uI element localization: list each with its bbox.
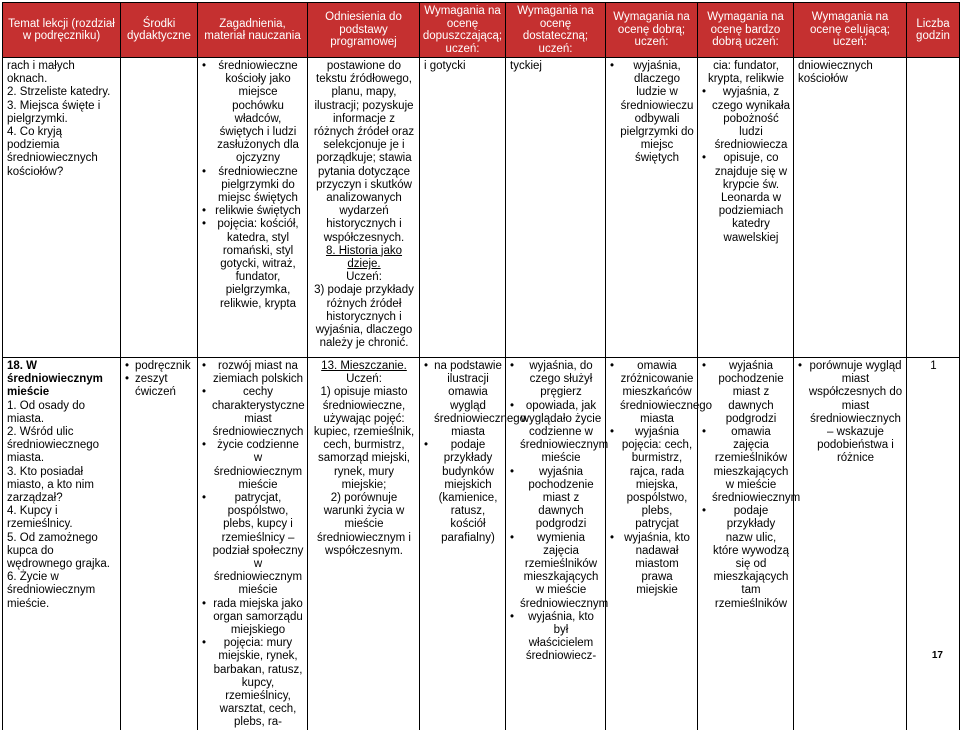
header-temat: Temat lekcji (rozdział w podręczniku) <box>3 3 121 58</box>
temat-line: 3. Miejsca święte i pielgrzymki. <box>7 99 101 125</box>
header-godziny: Liczba godzin <box>907 3 960 58</box>
list-item: • omawia zróżnicowanie mieszkańców średniowiecznego miasta <box>610 360 694 426</box>
odniesienia-item: 3) podaje przykłady różnych źródeł historycznych i wyjaśnia, dlaczego należy je chronić. <box>314 284 414 350</box>
odniesienia-item: 1) opisuje miasto średniowieczne, używając pojęć: kupiec, rzemieślnik, cech, burmistrz, samorząd miejski, rynek, mury miejskie; <box>313 386 415 491</box>
list-item: • wyjaśnia, do czego służył pręgierz <box>510 360 602 400</box>
cell-temat <box>3 358 121 730</box>
list-item: • wymienia zajęcia rzemieślników mieszkających w mieście średniowiecznym <box>510 532 602 611</box>
odniesienia-uczen: Uczeń: <box>346 271 382 284</box>
temat-line: 6. Życie w średniowiecznym mieście. <box>7 571 96 610</box>
lesson-title: 18. W średniowiecznym mieście <box>7 360 103 399</box>
celujaca-text: dniowiecznych kościołów <box>798 60 873 86</box>
cell-dostateczna <box>506 358 609 730</box>
header-dobra: Wymagania na ocenę dobrą; uczeń: <box>606 3 698 58</box>
list-item: • opisuje, co znajduje się w krypcie św. Leonarda w podziemiach katedry wawelskiej <box>702 152 790 244</box>
temat-line: 3. Kto posiadał miasto, a kto nim zarządzał? <box>7 465 94 505</box>
dopuszczajaca-text: i gotycki <box>424 60 466 72</box>
cell-bardzo-dobra <box>698 58 794 358</box>
cell-dobra <box>606 58 698 358</box>
temat-line: 2. Wśród ulic średniowiecznego miasta. <box>7 426 100 465</box>
header-bardzo-dobra: Wymagania na ocenę bardzo dobrą uczeń: <box>698 3 794 58</box>
list-item: • wyjaśnia pojęcia: cech, burmistrz, rajca, rada miejska, pospólstwo, plebs, patrycjat <box>610 426 694 532</box>
list-item: • pojęcia: mury miejskie, rynek, barbakan, ratusz, kupcy, rzemieślnicy, warsztat, cech, plebs, ra- <box>202 637 304 729</box>
odniesienia-heading: 8. Historia jako dzieje. <box>325 244 403 271</box>
list-item: • wyjaśnia pochodzenie miast z dawnych podgrodzi <box>510 466 602 532</box>
cell-srodki <box>121 58 198 358</box>
cell-zagadnienia <box>198 358 308 730</box>
cell-odniesienia <box>308 58 420 358</box>
list-item: • opowiada, jak wyglądało życie codzienne w średniowiecznym mieście <box>510 400 602 466</box>
cell-odniesienia <box>308 358 420 730</box>
cell-bardzo-dobra <box>698 358 801 730</box>
odniesienia-uczen: Uczeń: <box>346 373 382 386</box>
table-row <box>3 358 960 730</box>
temat-line: 1. Od osady do miasta. <box>7 399 85 425</box>
list-item: • wyjaśnia, kto był właścicielem średniowiecz- <box>510 611 602 664</box>
temat-line: 4. Co kryją podziemia średniowiecznych kościołów? <box>7 126 98 178</box>
list-item: • porównuje wygląd miast współczesnych do miast średniowiecznych – wskazuje podobieństwa i różnice <box>798 360 903 466</box>
list-item: • wyjaśnia, kto nadawał miastom prawa miejskie <box>610 532 694 598</box>
list-item: • średniowieczne pielgrzymki do miejsc świętych <box>202 166 304 206</box>
list-item: • wyjaśnia, z czego wynikała pobożność ludzi średniowiecza <box>702 86 790 152</box>
odniesienia-item: 2) porównuje warunki życia w mieście średniowiecznym i współczesnym. <box>317 492 411 557</box>
cell-dostateczna <box>506 58 606 358</box>
list-item: • cechy charakterystyczne miast średniowiecznych <box>202 386 304 439</box>
table-row <box>3 58 960 358</box>
header-dostateczna: Wymagania na ocenę dostateczną; uczeń: <box>506 3 606 58</box>
odniesienia-text: postawione do tekstu źródłowego, planu, mapy, ilustracji; pozyskuje informacje z różnych źródeł oraz selekcjonuje je i porządkuje; stawia pytania dotyczące przyczyn i skutków analizowanych wydarzeń historycznych i współczesnych. <box>313 60 415 244</box>
list-item: • wyjaśnia pochodzenie miast z dawnych podgrodzi <box>702 360 790 426</box>
header-dopuszczajaca: Wymagania na ocenę dopuszczającą; uczeń: <box>420 3 506 58</box>
cell-celujaca <box>794 358 907 730</box>
temat-line: 4. Kupcy i rzemieślnicy. <box>7 505 73 531</box>
list-item: • podaje przykłady budynków miejskich (kamienice, ratusz, kościół parafialny) <box>424 439 502 545</box>
list-item: • relikwie świętych <box>202 205 304 218</box>
list-item: • podaje przykłady nazw ulic, które wywodzą się od mieszkających tam rzemieślników <box>702 505 790 611</box>
list-item: • wyjaśnia, dlaczego ludzie w średniowieczu odbywali pielgrzymki do miejsc świętych <box>610 60 694 166</box>
dostateczna-text: tyckiej <box>510 60 542 72</box>
header-celujaca: Wymagania na ocenę celującą; uczeń: <box>794 3 907 58</box>
list-item: • na podstawie ilustracji omawia wygląd średniowiecznego miasta <box>424 360 502 439</box>
list-item: • omawia zajęcia rzemieślników mieszkających w mieście średniowiecznym <box>702 426 790 505</box>
page-number: 17 <box>931 650 943 661</box>
godziny-value: 1 <box>930 360 937 372</box>
cell-zagadnienia <box>198 58 308 358</box>
header-row <box>3 3 960 58</box>
cell-celujaca <box>794 58 907 358</box>
cell-srodki <box>121 358 198 730</box>
bardzo-dobra-text: cia: fundator, krypta, relikwie <box>707 60 785 86</box>
header-zagadnienia: Zagadnienia, materiał nauczania <box>198 3 308 58</box>
list-item: • patrycjat, pospólstwo, plebs, kupcy i rzemieślnicy – podział społeczny w średniowiecznym mieście <box>202 492 304 598</box>
list-item: • rozwój miast na ziemiach polskich <box>202 360 304 386</box>
header-srodki: Środki dydaktyczne <box>121 3 198 58</box>
list-item: • pojęcia: kościół, katedra, styl romański, styl gotycki, witraż, fundator, pielgrzymka, relikwie, krypta <box>202 218 304 310</box>
temat-line: rach i małych oknach. <box>7 60 75 86</box>
cell-temat <box>3 58 121 358</box>
list-item: • zeszyt ćwiczeń <box>125 373 194 399</box>
header-odniesienia: Odniesienia do podstawy programowej <box>308 3 420 58</box>
odniesienia-heading: 13. Mieszczanie. <box>321 360 407 372</box>
temat-line: 5. Od zamożnego kupca do wędrownego grajka. <box>7 531 110 571</box>
cell-godziny <box>907 358 960 730</box>
cell-godziny <box>907 58 960 358</box>
cell-dobra <box>606 358 713 730</box>
list-item: • życie codzienne w średniowiecznym mieście <box>202 439 304 492</box>
cell-dopuszczajaca <box>420 358 527 730</box>
cell-dopuszczajaca <box>420 58 506 358</box>
list-item: • średniowieczne kościoły jako miejsce pochówku władców, świętych i ludzi zasłużonych dla ojczyzny <box>202 60 304 166</box>
temat-line: 2. Strzeliste katedry. <box>7 86 111 99</box>
list-item: • rada miejska jako organ samorządu miejskiego <box>202 598 304 638</box>
list-item: • podręcznik <box>125 360 194 373</box>
curriculum-table <box>2 2 960 730</box>
